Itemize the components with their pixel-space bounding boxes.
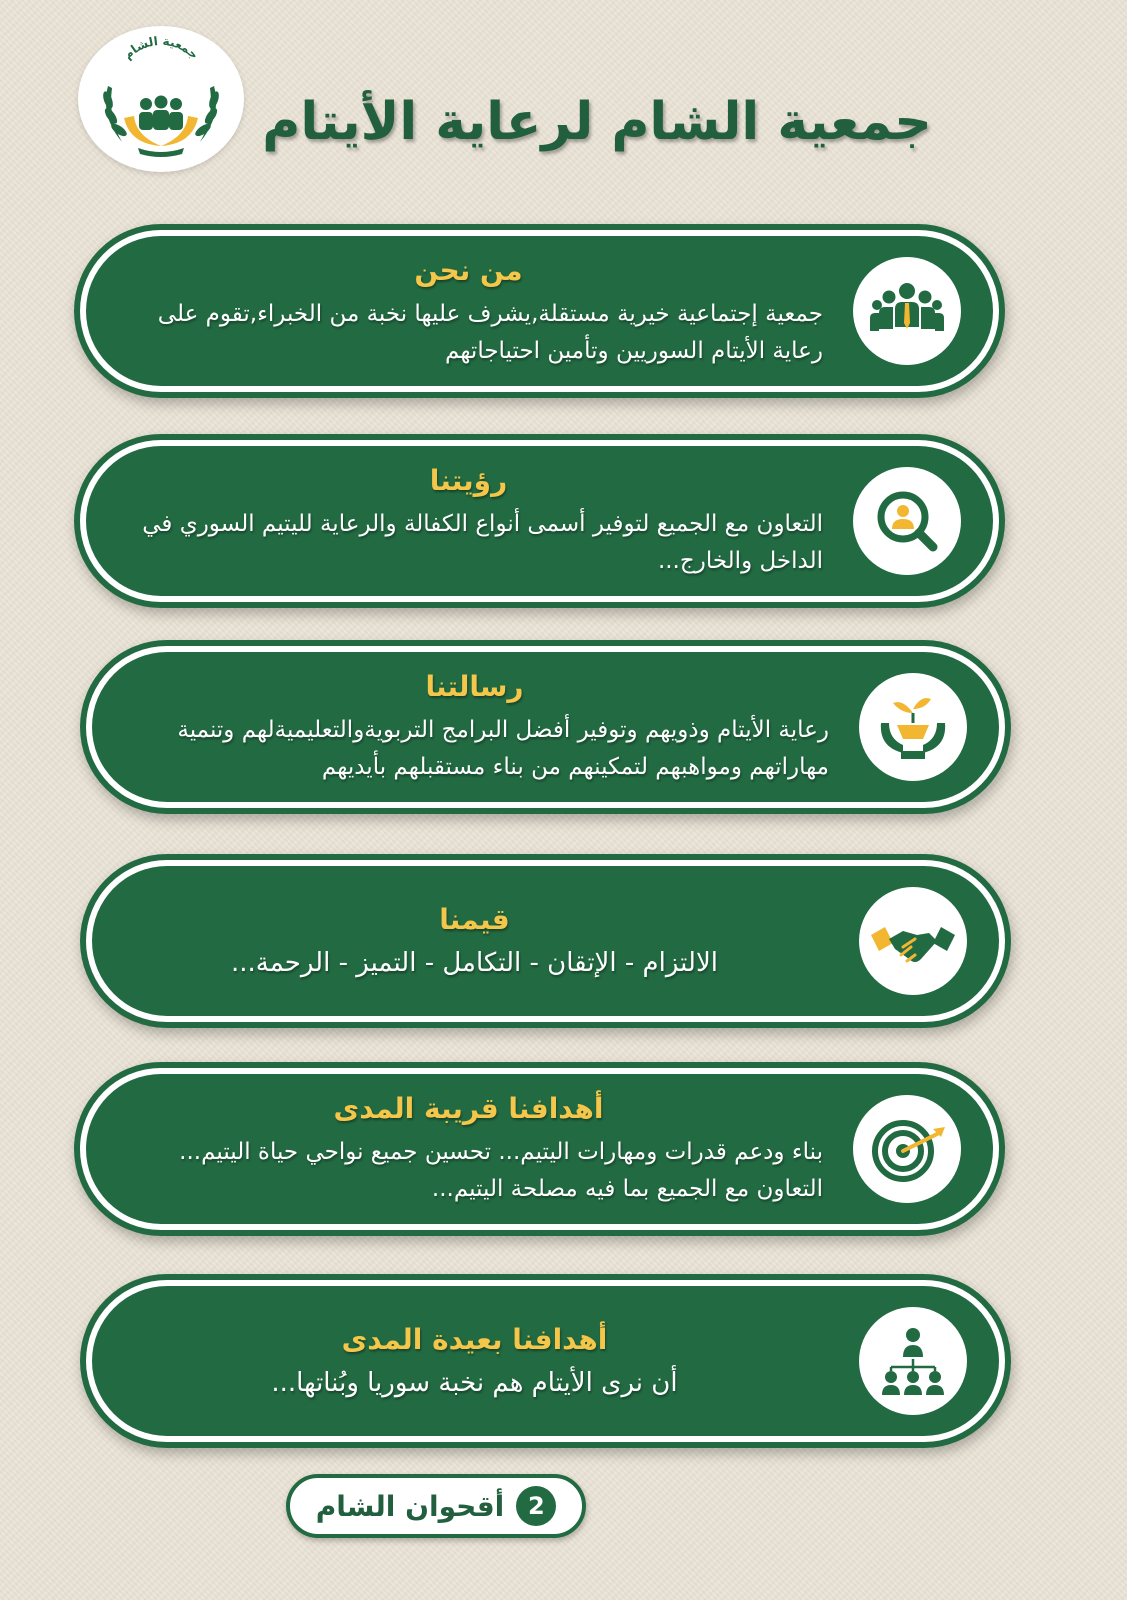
- section-body: التعاون مع الجميع لتوفير أسمى أنواع الكفالة والرعاية لليتيم السوري في الداخل والخارج...: [142, 511, 823, 574]
- page-title: جمعية الشام لرعاية الأيتام: [262, 92, 932, 152]
- hierarchy-icon: [859, 1307, 967, 1415]
- footer-page-badge: [286, 1474, 586, 1538]
- section-about-us: [86, 236, 993, 386]
- section-vision: [86, 446, 993, 596]
- section-title: قيمنا: [439, 902, 510, 936]
- section-icon-circle: [859, 1307, 967, 1415]
- section-body: أن نرى الأيتام هم نخبة سوريا وبُناتها...: [271, 1367, 678, 1398]
- team-icon: [853, 257, 961, 365]
- section-text: [114, 236, 823, 386]
- footer-label: أقحوان الشام: [315, 1489, 505, 1523]
- section-icon-circle: [859, 673, 967, 781]
- section-title: رسالتنا: [425, 670, 524, 703]
- magnifier-person-icon: [853, 467, 961, 575]
- section-body: الالتزام - الإتقان - التكامل - التميز - الرحمة...: [230, 947, 719, 978]
- section-mission: [92, 652, 999, 802]
- section-title: أهدافنا بعيدة المدى: [341, 1322, 608, 1356]
- section-icon-circle: [853, 467, 961, 575]
- logo-text: جمعية الشام: [120, 33, 202, 63]
- section-long-term-goals: [92, 1286, 999, 1436]
- handshake-icon: [859, 887, 967, 995]
- section-text: [120, 1286, 829, 1436]
- hands-plant-icon: [859, 673, 967, 781]
- section-body: بناء ودعم قدرات ومهارات اليتيم... تحسين جميع نواحي حياة اليتيم... التعاون مع الجميع بما فيه مصلحة اليتيم...: [179, 1139, 823, 1202]
- section-body: جمعية إجتماعية خيرية مستقلة,يشرف عليها نخبة من الخبراء,تقوم على رعاية الأيتام السوريين وتأمين احتياجاتهم: [157, 301, 823, 364]
- organization-logo: [78, 26, 244, 172]
- svg-text:جمعية الشام: [121, 34, 202, 63]
- section-title: رؤيتنا: [429, 464, 508, 497]
- logo-emblem-icon: [78, 26, 244, 172]
- section-title: من نحن: [414, 254, 523, 287]
- section-body: رعاية الأيتام وذويهم وتوفير أفضل البرامج التربويةوالتعليميةلهم وتنمية مهاراتهم ومواهبهم لتمكينهم من بناء مستقبلهم بأيديهم: [177, 717, 829, 780]
- section-values: [92, 866, 999, 1016]
- section-title: أهدافنا قريبة المدى: [333, 1092, 604, 1125]
- section-icon-circle: [853, 1095, 961, 1203]
- section-text: [114, 1074, 823, 1224]
- section-text: [114, 446, 823, 596]
- section-icon-circle: [859, 887, 967, 995]
- target-icon: [853, 1095, 961, 1203]
- page-number: 2: [516, 1486, 556, 1526]
- section-text: [120, 866, 829, 1016]
- section-icon-circle: [853, 257, 961, 365]
- section-short-term-goals: [86, 1074, 993, 1224]
- section-text: [120, 652, 829, 802]
